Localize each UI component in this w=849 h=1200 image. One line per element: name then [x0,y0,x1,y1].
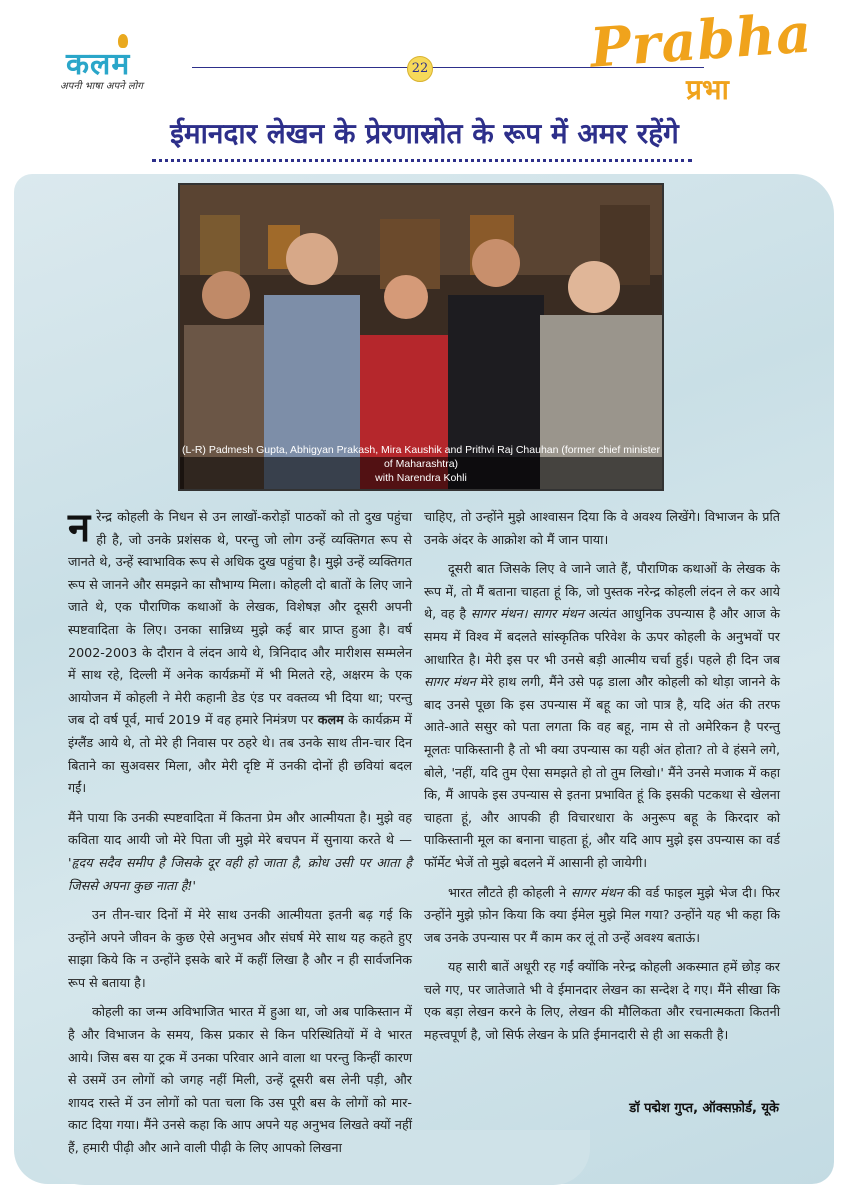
brand-prabha-hindi: प्रभा [686,73,729,106]
kalam-logo [48,42,198,98]
book-title: सागर मंथन [424,674,476,690]
page-number: 22 [407,56,433,82]
paragraph-text: अत्यंत आधुनिक उपन्यास है और आज के समय में विश्व में बदलते सांस्कृतिक परिवेश के ऊपर कोहली के अनुभवों पर आधारित है। मेरी इस पर भी उनसे बड़ी आत्मीय चर्चा हुई। पहले ही दिन जब [424,606,780,667]
photo-caption-line2: with Narendra Kohli [375,472,467,484]
paragraph: चाहिए, तो उन्होंने मुझे आश्वासन दिया कि वे अवश्य लिखेंगे। विभाजन के प्रति उनके अंदर के आक्रोश को मैं जान पाया। [424,509,780,547]
group-photo [178,183,664,491]
logo-word: कलम [66,47,131,82]
logo-tagline: अपनी भाषा अपने लोग [60,81,143,92]
brand-prabha: Prabha [588,0,815,80]
author-signature: डॉ पद्मेश गुप्त, ऑक्सफ़ोर्ड, यूके [629,1101,779,1116]
paragraph [68,506,412,800]
paragraph [424,558,780,874]
paragraph: उन तीन-चार दिनों में मेरे साथ उनकी आत्मीयता इतनी बढ़ गई कि उन्होंने अपने जीवन के कुछ ऐसे अनुभव और संघर्ष मेरे साथ यह कहते हुए साझा किये कि न उन्होंने इसके बारे में कहीं लिखा है और न ही सार्वजनिक रूप से बताया है। [68,907,412,990]
paragraph [68,807,412,897]
paragraph-text: दूसरी बात जिसके लिए वे जाने जाते हैं, पौराणिक कथाओं के लेखक के रूप में, तो मैं बताना चाहता हूं कि, जो पुस्तक नरेन्द्र कोहली लंदन ले कर आये थे, वह है [424,561,780,622]
article-column-left [68,506,412,1167]
book-title: सागर मंथन [571,884,623,900]
paragraph: यह सारी बातें अधूरी रह गईं क्योंकि नरेन्द्र कोहली अकस्मात हमें छोड़ कर चले गए, पर जातेजाते भी वे ईमानदार लेखन का सन्देश दे गए। मैंने सीखा कि एक बड़ा लेखन करने के लिए, लेखन की मौलिकता और रचनात्मकता कितनी महत्त्वपूर्ण है, जो सिर्फ लेखन के प्रति ईमानदारी से ही आ सकती है। [424,959,780,1043]
kalam-bold-word: कलम [317,712,344,728]
book-title: सागर मंथन [532,606,584,622]
paragraph-text: के कार्यक्रम में इंग्लैंड आये थे, तो मेरे ही निवास पर ठहरे थे। तब उनके साथ तीन-चार दिन बिताने का सुअवसर मिला, और मेरी दृष्टि में उनकी दोनों ही छवियां बदल गईं। [68,712,412,796]
poem-quote: 'हृदय सदैव समीप है जिसके दूर वही हो जाता है, क्रोध उसी पर आता है जिससे अपना कुछ नाता है!' [68,854,412,893]
paragraph [424,882,780,950]
paragraph-text: रेन्द्र कोहली के निधन से उन लाखों-करोड़ों पाठकों को तो दुख पहुंचा ही है, जो उनके प्रशंसक थे, परन्तु जो लोग उन्हें व्यक्तिगत रूप से जानते थे, उन्हें स्वाभाविक रूप से अधिक दुख पहुंचा है। मुझे उन्हें व्यक्तिगत रूप से जानने और समझने का सौभाग्य मिला। कोहली दो बातों के लिए जाने जाते थे, एक पौराणिक कथाओं के लेखक, विशेषज्ञ और दूसरी अपनी स्पष्टवादिता के लिए। उनका सान्निध्य मुझे कई बार प्राप्त हुआ है। वर्ष 2002-2003 के दौरान वे लंदन आये थे, त्रिनिदाद और मारीशस सम्मलेन में साथ रहे, दिल्ली में अनेक कार्यक्रमों में भी मिलते रहे, अक्षरम के एक आयोजन में कोहली ने मेरी कहानी डेड एंड पर वक्तव्य भी दिया था; परन्तु जब दो वर्ष पूर्व, मार्च 2019 में वह हमारे निमंत्रण पर [68,509,412,728]
photo-caption-line1: (L-R) Padmesh Gupta, Abhigyan Prakash, Mira Kaushik and Prithvi Raj Chauhan (former chief minister of Maharashtra) [182,444,660,470]
book-title: सागर मंथन। [470,606,528,622]
article-column-right [424,506,780,1054]
article-headline: ईमानदार लेखन के प्रेरणास्रोत के रूप में अमर रहेंगे [170,117,679,150]
paragraph: कोहली का जन्म अविभाजित भारत में हुआ था, जो अब पाकिस्तान में है और विभाजन के समय, किस प्रकार से किन परिस्थितियों में वे भारत आये। जिस बस या ट्रक में उनका परिवार आने वाला था परन्तु किन्हीं कारण से उसमें उन लोगों को जगह नहीं मिली, उन्हें दूसरी बस लेनी पड़ी, और शायद रास्ते में उन लोगों को पता चला कि उस पूरी बस के लोगों को मार-काट दिया गया। मैंने उनसे कहा कि आप अपने यह अनुभव लिखते क्यों नहीं हैं, हमारी पीढ़ी और आने वाली पीढ़ी के लिए आपको लिखना [68,1004,412,1156]
paragraph-text: भारत लौटते ही कोहली ने [448,884,567,900]
photo-caption [180,443,662,485]
paragraph-text: मैंने पाया कि उनकी स्पष्टवादिता में कितना प्रेम और आत्मीयता है। मुझे वह कविता याद आयी जो मेरे पिता जी मुझे मेरे बचपन में सुनाया करते थे — [68,809,412,848]
paragraph-text: मेरे हाथ लगी, मैंने उसे पढ़ डाला और कोहली को थोड़ा जानने के बाद उनसे पूछा कि इस उपन्यास में बहू का जो पात्र है, यदि अंत की तरफ आते-आते ससुर को पता लगता कि वह बहू, नाम से तो अमेरिकन है परन्तु मूलतः पाकिस्तानी है तो भी क्या उपन्यास का यही अंत होता? तो वे हंसने लगे, बोले, 'नहीं, यदि तुम ऐसा समझते हो तो तुम लिखो।' मैंने उनसे मजाक में कहा कि, मैं आपके इस उपन्यास से इतना प्रभावित हूं कि इसकी पटकथा से खेलना चाहता हूं, और आपकी ही विचारधारा के अनुरूप बहू के किरदार को पाकिस्तानी मूल का बनाना चाहता हूं, और यदि आप मुझे इस उपन्यास का वर्ड फॉर्मेट भेजें तो मुझे बदलने में आसानी हो जायेगी। [424,674,780,870]
headline-dotted-rule [152,159,692,162]
paragraph-text: की वर्ड फाइल मुझे भेज दी। फिर उन्होंने मुझे फ़ोन किया कि क्या ईमेल मुझे मिल गया? उन्होंने यह भी कहा कि जब उनके उपन्यास पर मैं काम कर लूं तो उन्हें अवश्य बताऊं। [424,884,780,945]
drop-cap: न [68,505,91,551]
